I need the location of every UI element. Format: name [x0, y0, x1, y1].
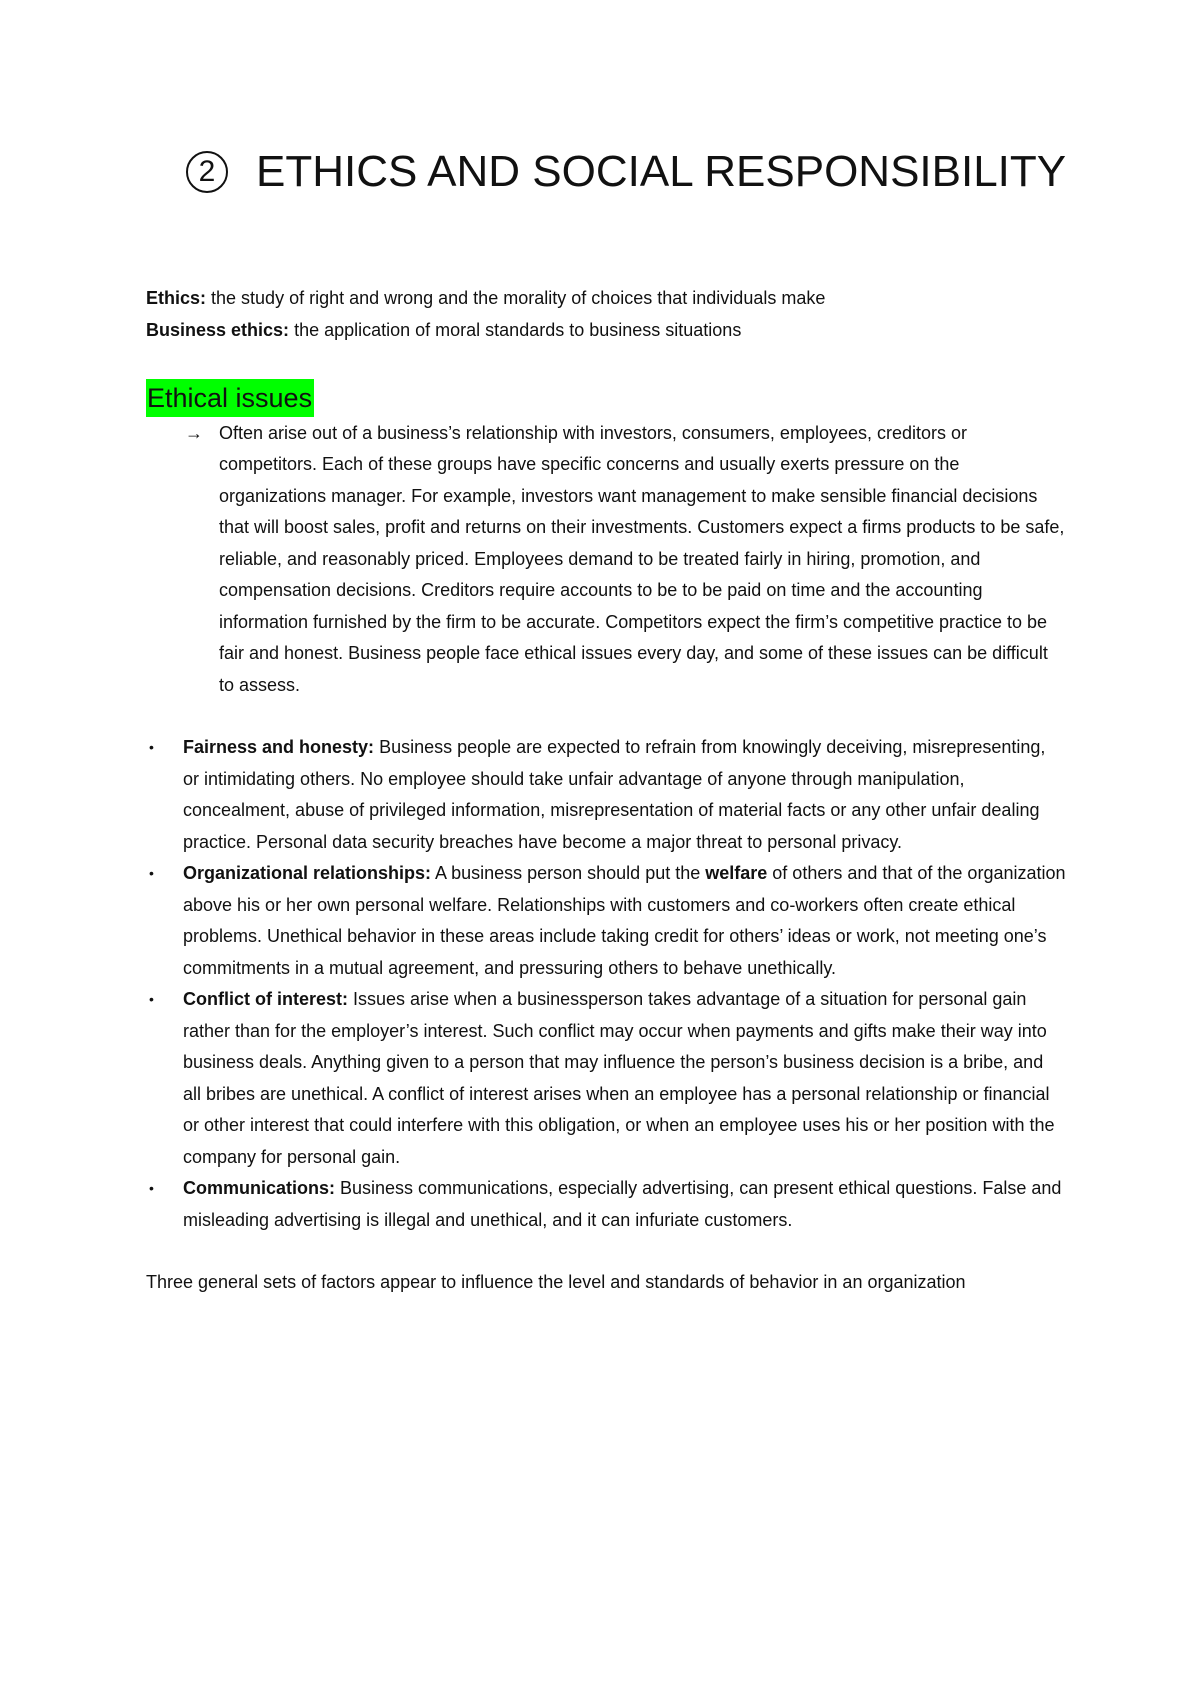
bullet-bold-word: welfare	[705, 863, 768, 883]
bullet-text: Business communications, especially advertising, can present ethical questions. False and misleading advertising is illegal and unethical, and it can infuriate customers.	[183, 1178, 1062, 1230]
bullet-text: Issues arise when a businessperson takes advantage of a situation for personal gain rather than for the employer’s interest. Such conflict may occur when payments and gifts make their way into business deals. Anything given to a person that may influence the person’s business decision is a bribe, and all bribes are unethical. A conflict of interest arises when an employee has a personal relationship or financial or other interest that could interfere with this obligation, or when an employee uses his or her position with the company for personal gain.	[183, 989, 1055, 1167]
bullet-item-conflict-of-interest	[146, 984, 1066, 1173]
arrow-list-item	[146, 418, 1066, 702]
page-title-text: ETHICS AND SOCIAL RESPONSIBILITY	[256, 147, 1067, 196]
section-heading-ethical-issues: Ethical issues	[146, 379, 314, 417]
bullet-icon: •	[149, 739, 154, 755]
bullet-item-organizational-relationships	[146, 858, 1066, 984]
circled-number-icon: 2	[186, 151, 228, 193]
definition-term: Ethics:	[146, 288, 207, 308]
bullet-icon: •	[149, 865, 154, 881]
arrow-item-text: Often arise out of a business’s relationship with investors, consumers, employees, creditors or competitors. Each of these groups have specific concerns and usually exerts pressure on the organizations manager. For example, investors want management to make sensible financial decisions that will boost sales, profit and returns on their investments. Customers expect a firms products to be safe, reliable, and reasonably priced. Employees demand to be treated fairly in hiring, promotion, and compensation decisions. Creditors require accounts to be to be paid on time and the accounting information furnished by the firm to be accurate. Competitors expect the firm’s competitive practice to be fair and honest. Business people face ethical issues every day, and some of these issues can be difficult to assess.	[219, 422, 1065, 695]
document-body	[146, 283, 1066, 1299]
bullet-text: of others and that of the organization above his or her own personal welfare. Relationships with customers and co-workers often create ethical problems. Unethical behavior in these areas include taking credit for others’ ideas or work, not meeting one’s commitments in a mutual agreement, and pressuring others to behave unethically.	[183, 863, 1066, 978]
bullet-icon: •	[149, 1180, 154, 1196]
bullet-term: Communications:	[183, 1178, 336, 1198]
definition-text: the study of right and wrong and the morality of choices that individuals make	[206, 288, 826, 308]
bullet-list	[146, 732, 1066, 1236]
definition-text: the application of moral standards to business situations	[289, 319, 742, 340]
arrow-right-icon: →	[185, 422, 203, 443]
bullet-item-communications	[146, 1173, 1066, 1236]
definition-term: Business ethics:	[146, 319, 290, 340]
bullet-icon: •	[149, 991, 154, 1007]
bullet-text: A business person should put the	[431, 863, 706, 883]
page-title	[186, 147, 1067, 196]
bullet-item-fairness-honesty	[146, 732, 1066, 858]
bullet-term: Organizational relationships:	[183, 863, 432, 883]
definition-business-ethics	[146, 315, 1066, 347]
bullet-term: Conflict of interest:	[183, 989, 348, 1009]
closing-paragraph: Three general sets of factors appear to influence the level and standards of behavior in an organization	[146, 1272, 966, 1292]
bullet-term: Fairness and honesty:	[183, 737, 375, 757]
definition-ethics	[146, 283, 1066, 315]
bullet-text: Business people are expected to refrain from knowingly deceiving, misrepresenting, or intimidating others. No employee should take unfair advantage of anyone through manipulation, concealment, abuse of privileged information, misrepresentation of material facts or any other unfair dealing practice. Personal data security breaches have become a major threat to personal privacy.	[183, 737, 1046, 852]
